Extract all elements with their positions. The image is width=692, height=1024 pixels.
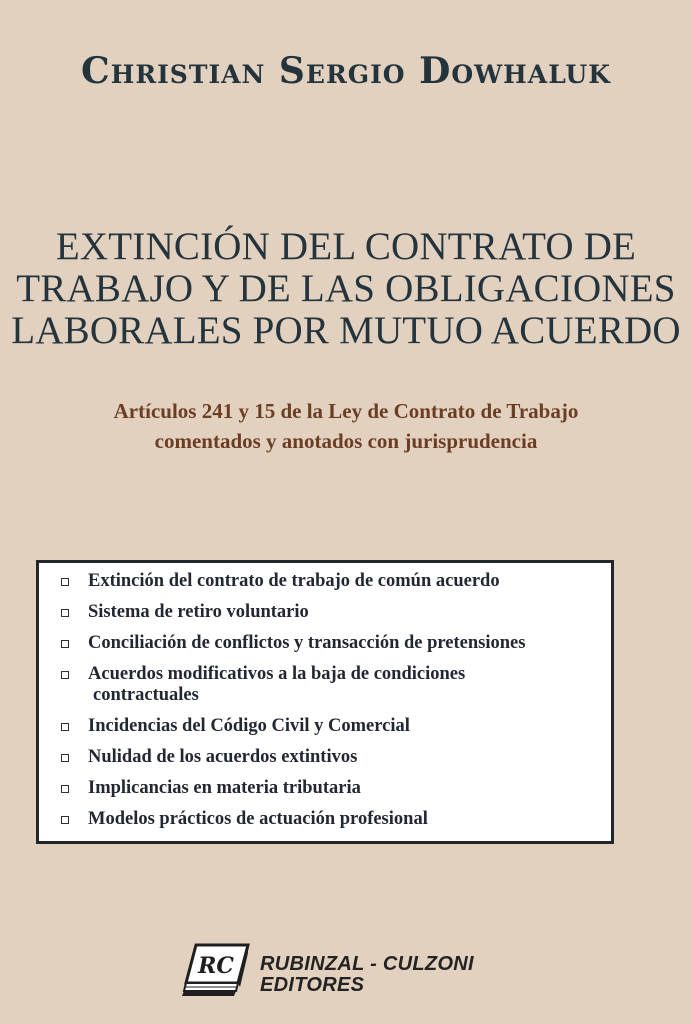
- topic-text: Conciliación de conflictos y transacción de pretensiones: [88, 633, 526, 653]
- topic-item: [39, 747, 611, 768]
- logo-monogram: RC: [198, 953, 234, 979]
- publisher-name: RUBINZAL - CULZONI: [260, 953, 474, 975]
- topic-text: Extinción del contrato de trabajo de común acuerdo: [88, 571, 500, 591]
- subtitle-line-1: Artículos 241 y 15 de la Ley de Contrato de Trabajo: [113, 399, 579, 423]
- topic-text: Incidencias del Código Civil y Comercial: [88, 716, 410, 736]
- title-line-3: LABORALES POR MUTUO ACUERDO: [11, 309, 681, 352]
- square-bullet-icon: [61, 754, 69, 762]
- square-bullet-icon: [61, 578, 69, 586]
- publisher-block: [182, 943, 522, 999]
- topic-text: Implicancias en materia tributaria: [88, 778, 361, 798]
- book-subtitle: [0, 396, 692, 456]
- topic-text-continuation: contractuales: [93, 685, 199, 705]
- topics-box: [36, 560, 614, 844]
- topic-text: Sistema de retiro voluntario: [88, 602, 309, 622]
- topics-list: [39, 563, 611, 830]
- topic-item: [39, 778, 611, 799]
- topic-text: Modelos prácticos de actuación profesional: [88, 809, 428, 829]
- topic-text: Nulidad de los acuerdos extintivos: [88, 747, 358, 767]
- title-line-2: TRABAJO Y DE LAS OBLIGACIONES: [16, 267, 676, 310]
- subtitle-line-2: comentados y anotados con jurisprudencia: [154, 429, 538, 453]
- topic-item: [39, 664, 611, 706]
- topic-item: [39, 602, 611, 623]
- book-title: [0, 226, 692, 352]
- topic-text: Acuerdos modificativos a la baja de condiciones: [88, 664, 466, 684]
- topic-item: [39, 716, 611, 737]
- square-bullet-icon: [61, 640, 69, 648]
- topic-item: [39, 571, 611, 592]
- book-logo-icon: [182, 943, 250, 997]
- title-line-1: EXTINCIÓN DEL CONTRATO DE: [55, 225, 637, 268]
- square-bullet-icon: [61, 671, 69, 679]
- square-bullet-icon: [61, 785, 69, 793]
- author-name: Christian Sergio Dowhaluk: [81, 50, 611, 92]
- topic-item: [39, 809, 611, 830]
- topic-item: [39, 633, 611, 654]
- square-bullet-icon: [61, 609, 69, 617]
- square-bullet-icon: [61, 723, 69, 731]
- publisher-subtitle: EDITORES: [260, 974, 365, 996]
- square-bullet-icon: [61, 816, 69, 824]
